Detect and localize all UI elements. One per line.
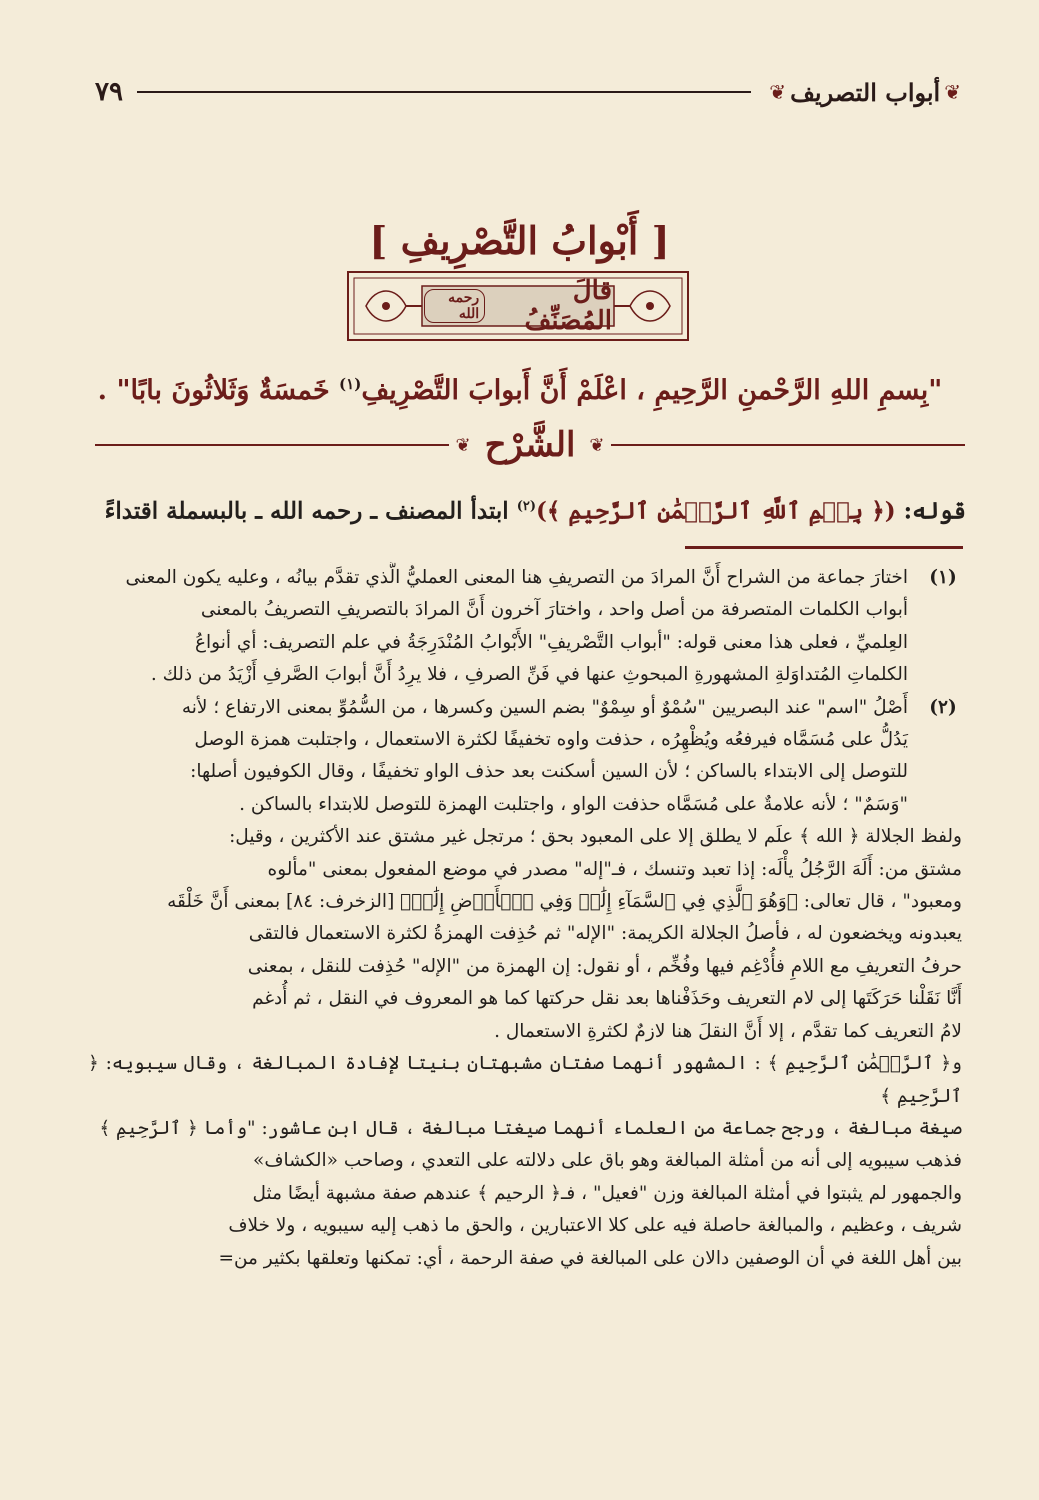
footnote-line: يَدُلُّ على مُسَمَّاه فيرفعُه ويُظْهِرُه ، حذفت واوه تخفيفًا لكثرة الاستعمال ، واجتلبت همزة الوصل	[194, 729, 908, 751]
footnote-separator	[685, 546, 963, 549]
author-ornament-box	[346, 270, 690, 342]
bracket-close: ]	[369, 218, 401, 263]
intro-lead: قوله:	[895, 497, 966, 525]
footnote-line: أبواب الكلمات المتصرفة من أصل واحد ، واختارَ آخرون أَنَّ المرادَ بالتصريفِ التصريفُ بالمعنى	[200, 599, 908, 621]
footnote-line: مشتق من: أَلَهَ الرَّجُلُ يأْلَه: إذا تعبد وتنسك ، فـ"إله" مصدر في موضع المفعول بمعنى "مألوه	[267, 858, 962, 880]
honorific-badge: رحمه الله	[424, 289, 485, 323]
sharh-label: الشَّرْح	[484, 425, 576, 465]
footnote-line: ومعبود" ، قال تعالى: ﴿وَهُوَ ٱلَّذِي فِي ٱلسَّمَآءِ إِلَٰهٞ وَفِي ٱلۡأَرۡضِ إِلَٰهٞ﴾ [الزخرف: ٨٤] بمعنى أَنَّ خَلْقَه	[167, 891, 962, 913]
fleuron-icon: ❦	[455, 434, 471, 456]
intro-quote: (﴿ بِسۡمِ ٱللَّهِ ٱلرَّحۡمَٰنِ ٱلرَّحِيمِ ﴾)	[536, 497, 896, 525]
section-title	[0, 218, 1039, 263]
header-rule	[137, 91, 751, 93]
footnote-line: صيغة مبالغة ، ورجح جماعة من العلماء أنهما صيغتا مبالغة ، قال ابن عاشور: "وأما ﴿ ٱلرَّحِيمِ ﴾	[99, 1117, 962, 1139]
footnote-line: أَنَّا نَقَلْنا حَرَكَتَها إلى لام التعريف وحَذَفْناها بعد نقل حركتها كما هو المعروف في النقل ، ثم أُدغم	[252, 988, 962, 1010]
footnote-number: (٢)	[929, 696, 957, 718]
footnote-paragraph-rahman	[88, 1048, 968, 1275]
footnote-line: بين أهل اللغة في أن الوصفين دالان على المبالغة في صفة الرحمة ، أي: تمكنها وتعلقها بكثير من=	[218, 1247, 962, 1269]
author-label-text: قالَ المُصَنِّفُ	[524, 276, 612, 336]
footnote-line: "وَسَمٌ" ؛ لأنه علامةٌ على مُسَمَّاه حذفت الواو ، واجتلبت الهمزة للتوصل للابتداء بالساكن .	[239, 793, 908, 815]
footnote-line: والجمهور لم يثبتوا في أمثلة المبالغة وزن "فعيل" ، فـ﴿ الرحيم ﴾ عندهم صفة مشبهة أيضًا مثل	[252, 1182, 962, 1204]
matn-main: "بِسمِ اللهِ الرَّحْمنِ الرَّحِيمِ ، اعْلَمْ أَنَّ أَبوابَ التَّصْرِيفِ	[361, 375, 943, 406]
fleuron-icon: ❦	[769, 80, 787, 104]
footnote-paragraph-allah	[88, 821, 968, 1048]
footnote-line: لامُ التعريف كما تقدَّم ، إلا أَنَّ النقلَ هنا لازمٌ لكثرةِ الاستعمال .	[494, 1020, 962, 1042]
footnote-line: فذهب سيبويه إلى أنه من أمثلة المبالغة وهو باق على دلالته على التعدي ، وصاحب «الكشاف»	[253, 1150, 962, 1172]
page-number: ٧٩	[95, 77, 123, 107]
footnote-number: (١)	[929, 567, 957, 588]
footnote-line: أَصْلُ "اسم" عند البصريين "سُمْوٌ أو سِمْوٌ" بضم السين وكسرها ، من السُّمُوِّ بمعنى الارتفاع ؛ لأنه	[181, 696, 908, 718]
running-header	[95, 72, 965, 112]
footnote-line: للتوصل إلى الابتداء بالساكن ؛ لأن السين أسكنت بعد حذف الواو تخفيفًا ، وقال الكوفيون أصلها:	[190, 761, 908, 783]
matn-note-ref[interactable]: (١)	[339, 375, 362, 393]
footnote-line: اختارَ جماعة من الشراح أَنَّ المرادَ من التصريفِ هنا المعنى العمليُّ الَّذي تقدَّم بيانُه ، وعليه يكون المعنى	[125, 567, 908, 588]
divider-rule	[611, 444, 965, 446]
fleuron-icon: ❦	[589, 434, 605, 456]
footnote-2	[88, 692, 968, 822]
footnote-line: حرفُ التعريفِ مع اللامِ فأُدْغِم فيها وفُخِّم ، أو نقول: إن الهمزة من "الإله" حُذِفت للنقل ، بمعنى	[247, 955, 962, 977]
footnote-line: العِلميِّ ، فعلى هذا معنى قوله: "أبواب التَّصْريفِ" الأَبْوابُ المُنْدَرِجَةُ في علم التصريف: أي أنواعُ	[194, 631, 908, 653]
divider-rule	[95, 444, 449, 446]
footnote-line: الكلماتِ المُتداوَلةِ المشهورةِ المبحوثِ عنها في فَنِّ الصرفِ ، فلا يرِدُ أَنَّ أبوابَ الصَّرفِ أَزْيَدُ من ذلك .	[150, 664, 908, 686]
author-label	[424, 276, 612, 336]
intro-rest: ابتدأ المصنف ـ رحمه الله ـ بالبسملة اقتداءً	[104, 497, 517, 525]
bracket-open: [	[638, 218, 670, 263]
running-title: أبواب التصريف	[790, 77, 941, 107]
footnote-line: يعبدونه ويخضعون له ، فأصلُ الجلالة الكريمة: "الإله" ثم حُذِفت الهمزةُ لكثرة الاستعمال فالتقى	[248, 923, 962, 945]
footnote-1	[88, 562, 968, 692]
footnote-line: شريف ، وعظيم ، والمبالغة حاصلة فيه على كلا الاعتبارين ، والحق ما ذهب إليه سيبويه ، ولا خلاف	[228, 1215, 962, 1237]
matn-text	[75, 362, 965, 413]
matn-tail: خَمسَةٌ وَثَلاثُونَ بابًا" .	[97, 375, 340, 406]
commentary-intro	[78, 488, 966, 531]
footnote-line: و﴿ ٱلرَّحۡمَٰنِ ٱلرَّحِيمِ ﴾ : المشهور أنهما صفتان مشبهتان بنيتا لإفادة المبالغة ، وقال سيبويه: ﴿ ٱلرَّحِيمِ ﴾	[88, 1053, 962, 1107]
fleuron-icon: ❦	[944, 80, 961, 104]
intro-note-ref[interactable]: (٢)	[516, 499, 536, 514]
footnote-line: ولفظ الجلالة ﴿ الله ﴾ علَم لا يطلق إلا على المعبود بحق ؛ مرتجل غير مشتق عند الأكثرين ، وقيل:	[229, 826, 962, 848]
footnotes	[88, 562, 968, 1432]
section-title-text: أَبْوابُ التَّصْرِيفِ	[400, 218, 639, 263]
sharh-divider	[95, 418, 965, 472]
